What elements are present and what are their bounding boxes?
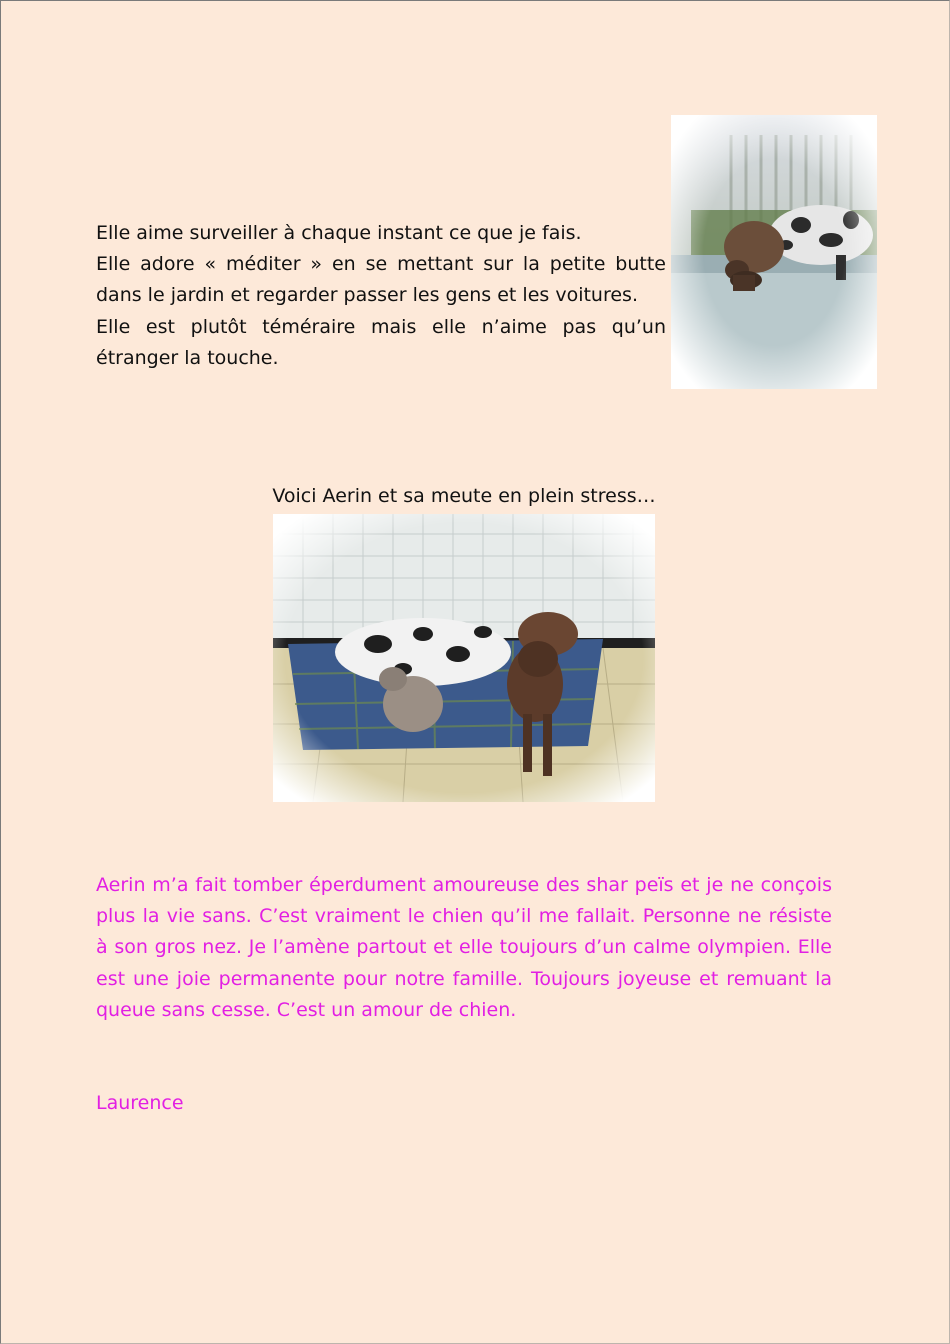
intro-line: Elle est plutôt téméraire mais elle n’aime pas qu’un étranger la touche. (96, 315, 666, 369)
testimony-paragraph (96, 870, 832, 1026)
dog-on-wall-photo (671, 115, 877, 389)
intro-paragraph (96, 218, 666, 374)
dogs-on-mat-illustration (273, 514, 655, 802)
testimony-text: Aerin m’a fait tomber éperdument amoureuse des shar peïs et je ne conçois plus la vie sans. C’est vraiment le chien qu’il me fallait. Personne ne résiste à son gros nez. Je l’amène partout et elle toujours d’un calme olympien. Elle est une joie permanente pour notre famille. Toujours joyeuse et remuant la queue sans cesse. C’est un amour de chien. (96, 874, 832, 1021)
author-signature: Laurence (96, 1092, 184, 1114)
dogs-on-mat-photo (273, 514, 655, 802)
intro-line: Elle adore « méditer » en se mettant sur la petite butte dans le jardin et regarder passer les gens et les voitures. (96, 253, 666, 307)
photo-caption: Voici Aerin et sa meute en plein stress… (272, 485, 656, 507)
intro-line: Elle aime surveiller à chaque instant ce que je fais. (96, 222, 582, 244)
dog-on-wall-illustration (671, 115, 877, 389)
